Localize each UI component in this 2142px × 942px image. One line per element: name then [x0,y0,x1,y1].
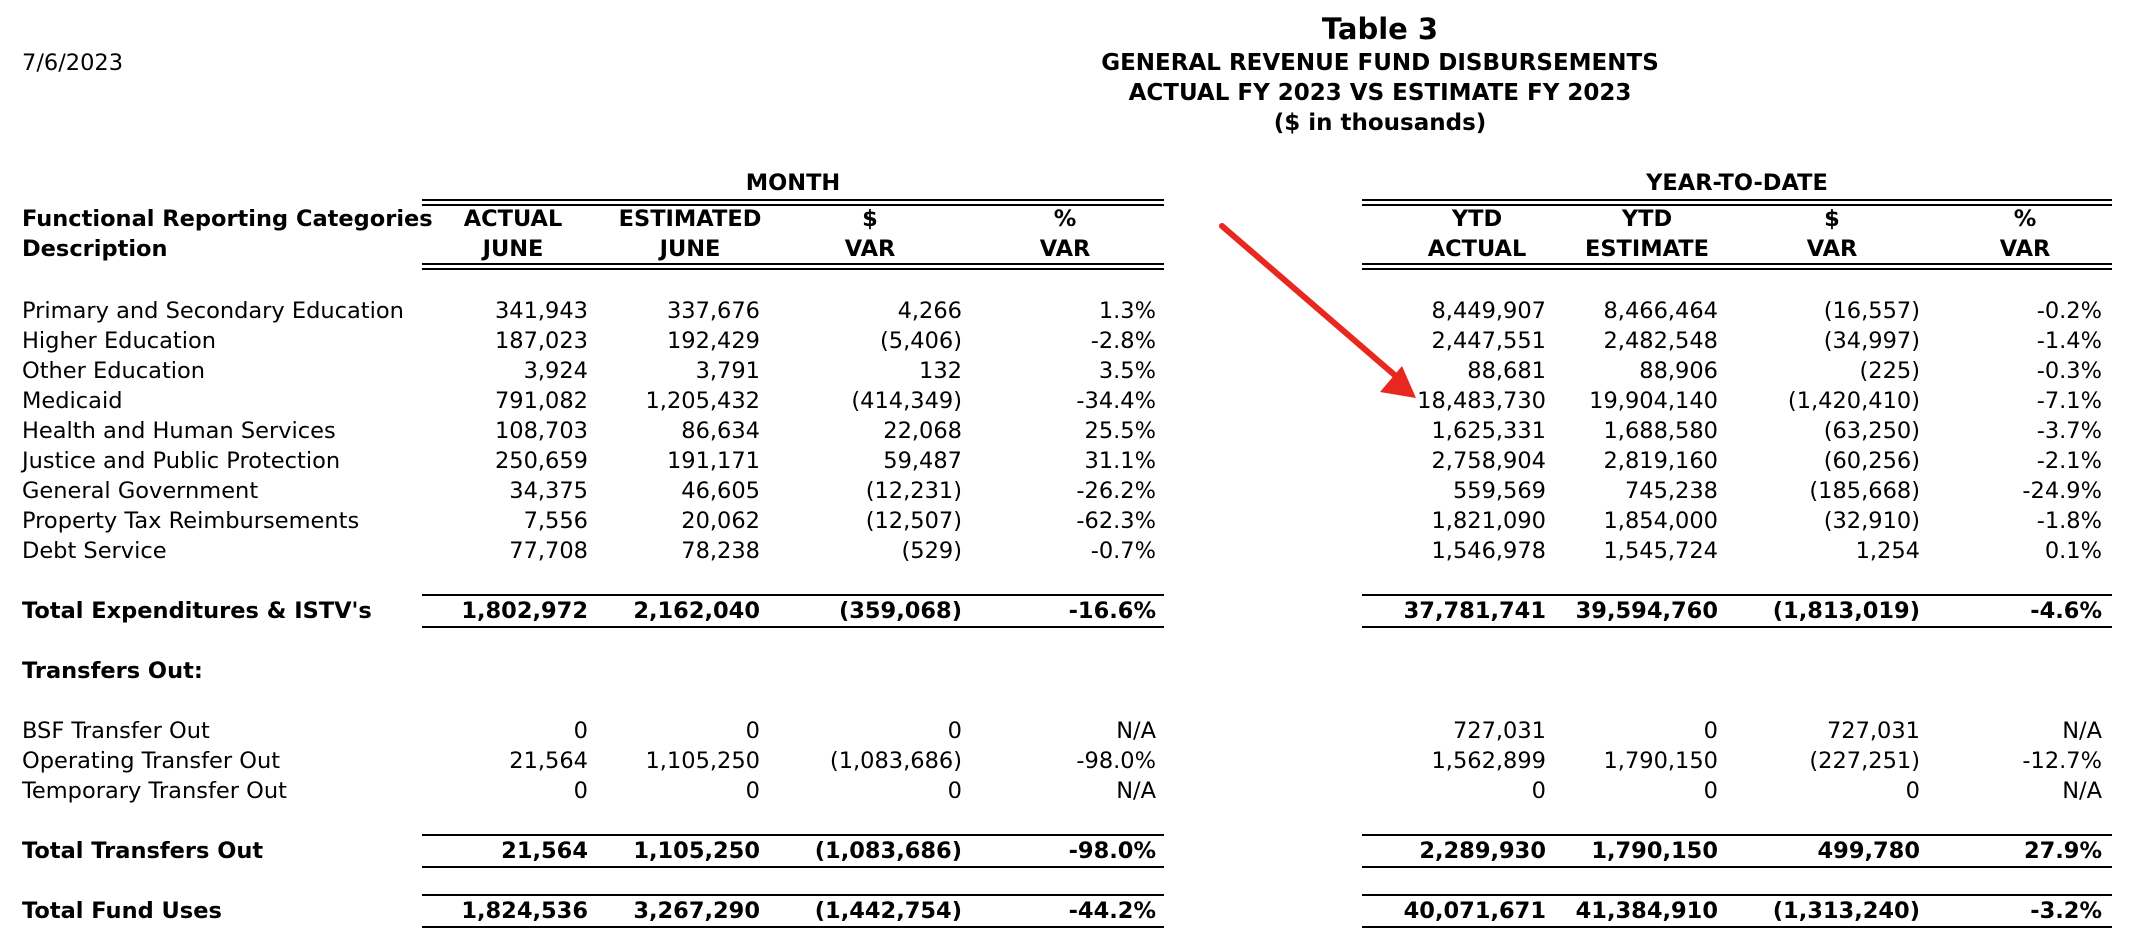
table-cell: 791,082 [494,388,588,414]
table-cell: (16,557) [1823,298,1920,324]
description-header-line2: Description [22,236,168,262]
row-label: Total Expenditures & ISTV's [22,598,372,624]
row-label: Temporary Transfer Out [22,778,287,804]
table-cell: (32,910) [1823,508,1920,534]
table-cell: 27.9% [2023,838,2102,864]
table-cell: 187,023 [494,328,588,354]
table-cell: -2.8% [1090,328,1156,354]
total-rule-bottom [422,926,1164,928]
row-label: Primary and Secondary Education [22,298,404,324]
table-cell: (1,083,686) [829,748,962,774]
table-cell: 0 [745,778,760,804]
table-cell: 77,708 [509,538,588,564]
table-cell: 727,031 [1826,718,1920,744]
col-header-line2: JUNE [482,236,544,262]
table-cell: -1.4% [2036,328,2102,354]
total-rule-top [422,594,1164,596]
table-cell: (63,250) [1823,418,1920,444]
table-cell: (1,813,019) [1772,598,1920,624]
col-header-line2: VAR [1999,236,2051,262]
total-rule-bottom [1362,626,2112,628]
table-cell: -0.2% [2036,298,2102,324]
table-cell: 0.1% [2044,538,2102,564]
table-cell: 1,802,972 [461,598,588,624]
table-cell: -7.1% [2036,388,2102,414]
table-cell: (529) [901,538,962,564]
table-cell: 2,162,040 [633,598,760,624]
row-label: Operating Transfer Out [22,748,281,774]
table-cell: (1,313,240) [1772,898,1920,924]
table-cell: 0 [745,718,760,744]
table-number-title: Table 3 [1321,12,1439,46]
table-cell: 7,556 [523,508,588,534]
table-cell: 31.1% [1084,448,1156,474]
ytd-header-rule-bottom2 [1362,268,2112,270]
table-cell: 2,447,551 [1431,328,1546,354]
col-header-line2: VAR [1039,236,1091,262]
table-cell: -3.7% [2036,418,2102,444]
table-cell: 20,062 [681,508,760,534]
table-cell: 37,781,741 [1403,598,1546,624]
table-cell: 18,483,730 [1417,388,1546,414]
table-cell: 2,482,548 [1603,328,1718,354]
col-header-ytd-pct-var [1950,204,2100,264]
table-cell: 25.5% [1084,418,1156,444]
table-cell: 39,594,760 [1575,598,1718,624]
table-cell: 3,267,290 [633,898,760,924]
table-cell: 3,924 [523,358,588,384]
table-cell: -16.6% [1068,598,1156,624]
table-cell: 3,791 [695,358,760,384]
table-cell: 0 [1531,778,1546,804]
table-cell: (1,420,410) [1787,388,1920,414]
table-cell: 745,238 [1624,478,1718,504]
table-cell: 1,790,150 [1603,748,1718,774]
table-cell: 3.5% [1098,358,1156,384]
table-cell: 19,904,140 [1589,388,1718,414]
table-cell: 108,703 [494,418,588,444]
table-cell: (185,668) [1809,478,1920,504]
col-header-line2: VAR [1806,236,1858,262]
table-cell: 1,546,978 [1431,538,1546,564]
table-cell: 8,466,464 [1603,298,1718,324]
col-header-line1: ACTUAL [463,206,563,232]
table-cell: 88,906 [1639,358,1718,384]
col-header-ytd-actual [1392,204,1562,264]
col-header-month-dollar-var [790,204,950,264]
table-cell: (1,442,754) [814,898,962,924]
table-cell: 0 [947,718,962,744]
table-cell: 34,375 [509,478,588,504]
col-header-line2: VAR [844,236,896,262]
table-cell: 1,254 [1855,538,1920,564]
row-label: Justice and Public Protection [22,448,341,474]
report-title: GENERAL REVENUE FUND DISBURSEMENTS [1101,50,1659,76]
table-cell: 191,171 [666,448,760,474]
col-header-line1: ESTIMATED [618,206,762,232]
row-label: General Government [22,478,259,504]
table-cell: N/A [2062,718,2102,744]
table-cell: (414,349) [851,388,962,414]
col-header-ytd-dollar-var [1762,204,1902,264]
table-cell: 88,681 [1467,358,1546,384]
table-cell: 2,819,160 [1603,448,1718,474]
row-label: Debt Service [22,538,167,564]
table-cell: -98.0% [1076,748,1156,774]
table-cell: (359,068) [838,598,962,624]
row-label: Total Transfers Out [22,838,264,864]
table-cell: N/A [2062,778,2102,804]
table-cell: 0 [573,718,588,744]
col-header-month-pct-var [990,204,1140,264]
col-header-ytd-estimate [1562,204,1732,264]
table-cell: 8,449,907 [1431,298,1546,324]
table-cell: 499,780 [1817,838,1920,864]
row-label: Total Fund Uses [22,898,222,924]
col-header-line1: YTD [1621,206,1673,232]
table-cell: 337,676 [666,298,760,324]
row-label: Higher Education [22,328,216,354]
row-label: Transfers Out: [22,658,203,684]
table-cell: (227,251) [1809,748,1920,774]
table-cell: 21,564 [509,748,588,774]
report-units: ($ in thousands) [1273,110,1487,136]
total-rule-top [422,894,1164,896]
total-rule-top [1362,834,2112,836]
table-cell: N/A [1116,778,1156,804]
table-cell: 1.3% [1098,298,1156,324]
table-cell: -98.0% [1068,838,1156,864]
table-cell: 250,659 [494,448,588,474]
total-rule-bottom [422,626,1164,628]
table-cell: 0 [573,778,588,804]
table-cell: -2.1% [2036,448,2102,474]
table-cell: (5,406) [880,328,962,354]
table-cell: -0.7% [1090,538,1156,564]
table-cell: 4,266 [897,298,962,324]
table-cell: 21,564 [501,838,588,864]
table-cell: 46,605 [681,478,760,504]
table-cell: 1,105,250 [645,748,760,774]
col-header-line2: ACTUAL [1427,236,1527,262]
col-header-line2: ESTIMATE [1584,236,1710,262]
ytd-group-header: YEAR-TO-DATE [1646,170,1828,196]
table-cell: 78,238 [681,538,760,564]
table-cell: -4.6% [2030,598,2102,624]
total-rule-bottom [1362,866,2112,868]
table-cell: (12,507) [865,508,962,534]
table-cell: 1,105,250 [633,838,760,864]
table-cell: (12,231) [865,478,962,504]
month-group-header: MONTH [745,170,841,196]
table-cell: 1,205,432 [645,388,760,414]
table-cell: -62.3% [1076,508,1156,534]
table-cell: 1,545,724 [1603,538,1718,564]
table-cell: 1,790,150 [1591,838,1718,864]
table-cell: -44.2% [1068,898,1156,924]
table-cell: (225) [1859,358,1920,384]
table-cell: -34.4% [1076,388,1156,414]
table-cell: 341,943 [494,298,588,324]
table-cell: 59,487 [883,448,962,474]
table-cell: (34,997) [1823,328,1920,354]
col-header-line1: $ [1824,206,1840,232]
table-cell: -3.2% [2030,898,2102,924]
table-cell: 2,289,930 [1419,838,1546,864]
table-cell: (60,256) [1823,448,1920,474]
table-cell: 2,758,904 [1431,448,1546,474]
row-label: Medicaid [22,388,123,414]
row-label: Property Tax Reimbursements [22,508,360,534]
col-header-line1: $ [862,206,878,232]
table-cell: 0 [947,778,962,804]
table-cell: -12.7% [2022,748,2102,774]
total-rule-bottom [422,866,1164,868]
col-header-estimated-june [604,204,776,264]
col-header-line1: YTD [1451,206,1503,232]
table-cell: 40,071,671 [1403,898,1546,924]
col-header-actual-june [422,204,604,264]
total-rule-top [422,834,1164,836]
table-cell: 41,384,910 [1575,898,1718,924]
col-header-line1: % [2013,206,2037,232]
report-subtitle: ACTUAL FY 2023 VS ESTIMATE FY 2023 [1128,80,1632,106]
col-header-line1: % [1053,206,1077,232]
total-rule-top [1362,894,2112,896]
table-cell: 1,562,899 [1431,748,1546,774]
table-cell: 192,429 [666,328,760,354]
table-cell: -26.2% [1076,478,1156,504]
table-cell: N/A [1116,718,1156,744]
table-cell: 0 [1905,778,1920,804]
table-cell: 1,824,536 [461,898,588,924]
table-cell: (1,083,686) [814,838,962,864]
month-header-rule-bottom2 [422,268,1164,270]
description-header-line1: Functional Reporting Categories [22,206,433,232]
table-cell: 86,634 [681,418,760,444]
table-cell: 1,688,580 [1603,418,1718,444]
row-label: Health and Human Services [22,418,336,444]
row-label: BSF Transfer Out [22,718,210,744]
table-cell: 1,625,331 [1431,418,1546,444]
table-cell: 1,854,000 [1603,508,1718,534]
table-cell: -1.8% [2036,508,2102,534]
ytd-header-rule-top [1362,199,2112,201]
table-cell: 727,031 [1452,718,1546,744]
table-cell: 132 [919,358,962,384]
table-cell: 1,821,090 [1431,508,1546,534]
report-date: 7/6/2023 [22,50,124,76]
total-rule-top [1362,594,2112,596]
row-label: Other Education [22,358,206,384]
col-header-line2: JUNE [659,236,721,262]
table-cell: 0 [1703,778,1718,804]
total-rule-bottom [1362,926,2112,928]
month-header-rule-top [422,199,1164,201]
table-cell: 0 [1703,718,1718,744]
table-cell: 559,569 [1452,478,1546,504]
table-cell: 22,068 [883,418,962,444]
table-cell: -24.9% [2022,478,2102,504]
table-cell: -0.3% [2036,358,2102,384]
description-header [22,204,433,264]
